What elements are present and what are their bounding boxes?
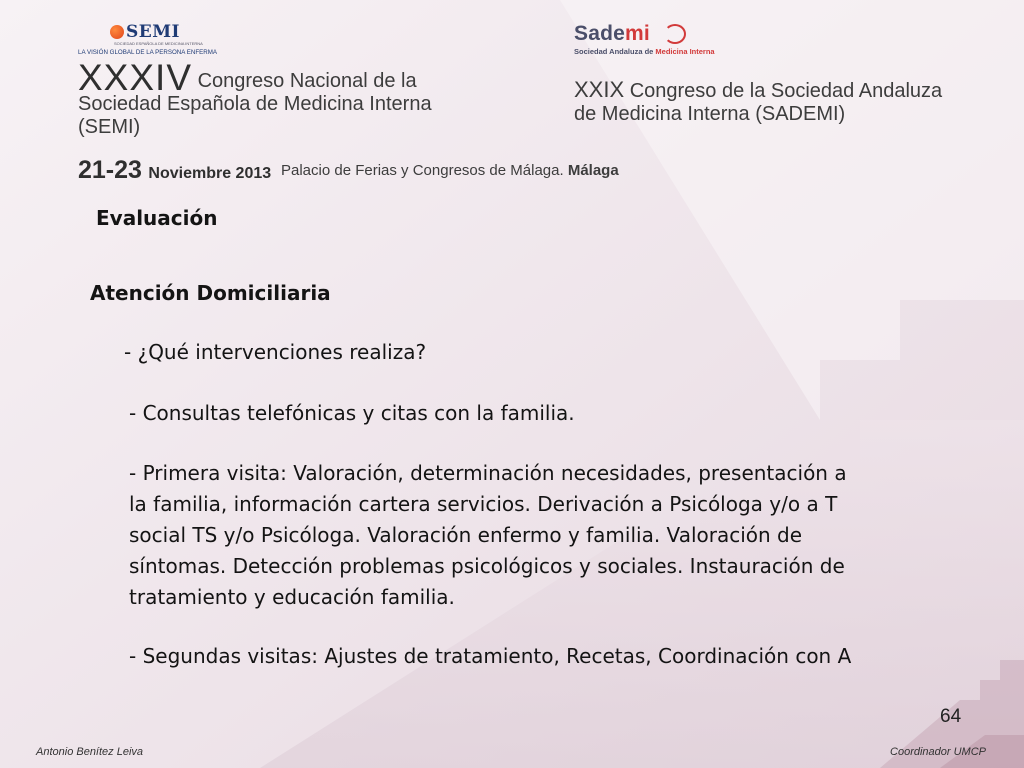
footer-role: Coordinador UMCP [890,746,986,758]
list-item-line: síntomas. Detección problemas psicológicos y sociales. Instauración de [129,554,845,578]
venue-city: Málaga [567,162,619,179]
semi-congress-title-line1: Congreso Nacional de la [197,70,417,92]
venue-place: Palacio de Ferias y Congresos de Málaga. [281,162,564,179]
list-item [129,398,575,429]
congress-venue [281,162,619,179]
semi-congress-title [78,57,432,139]
semi-congress-number: XXXIV [78,57,192,98]
sademi-logo [574,22,734,58]
semi-logo-mark-icon [110,25,124,39]
sademi-congress-title [574,78,942,126]
list-item-line: - Consultas telefónicas y citas con la familia. [129,401,575,425]
footer-author: Antonio Benítez Leiva [36,746,144,758]
list-item-line: - Segundas visitas: Ajustes de tratamiento, Recetas, Coordinación con A [129,644,852,668]
sademi-congress-title-line2: de Medicina Interna (SADEMI) [574,103,846,125]
list-item-line: - Primera visita: Valoración, determinación necesidades, presentación a [129,461,847,485]
sademi-congress-title-line1: Congreso de la Sociedad Andaluza [629,80,943,102]
subsection-heading: Atención Domiciliaria [90,281,331,305]
list-item [129,458,847,613]
list-item [129,641,851,672]
semi-logo [78,22,218,62]
sademi-logo-subtitle: Sociedad Andaluza de Medicina Interna [574,47,715,56]
list-item-line: la familia, información cartera servicios. Derivación a Psicóloga y/o a T [129,492,838,516]
semi-logo-small-text: SOCIEDAD ESPAÑOLA DE MEDICINA INTERNA [114,41,203,46]
sademi-congress-number: XXIX [574,77,625,102]
sademi-logo-name: Sademi [574,22,650,45]
semi-congress-title-line3: (SEMI) [78,116,141,138]
semi-logo-tagline: LA VISIÓN GLOBAL DE LA PERSONA ENFERMA [78,49,218,56]
sademi-logo-ring-icon [664,24,686,44]
congress-days: 21-23 [78,156,142,184]
congress-month: Noviembre 2013 [148,165,272,182]
page-number: 64 [940,706,962,727]
section-heading: Evaluación [96,206,218,230]
semi-logo-name: SEMI [126,22,181,42]
congress-dates [78,156,271,185]
list-item-line: tratamiento y educación familia. [129,585,455,609]
list-item-line: social TS y/o Psicóloga. Valoración enfermo y familia. Valoración de [129,523,803,547]
semi-congress-title-line2: Sociedad Española de Medicina Interna [78,93,432,115]
question-line: - ¿Qué intervenciones realiza? [124,340,427,364]
